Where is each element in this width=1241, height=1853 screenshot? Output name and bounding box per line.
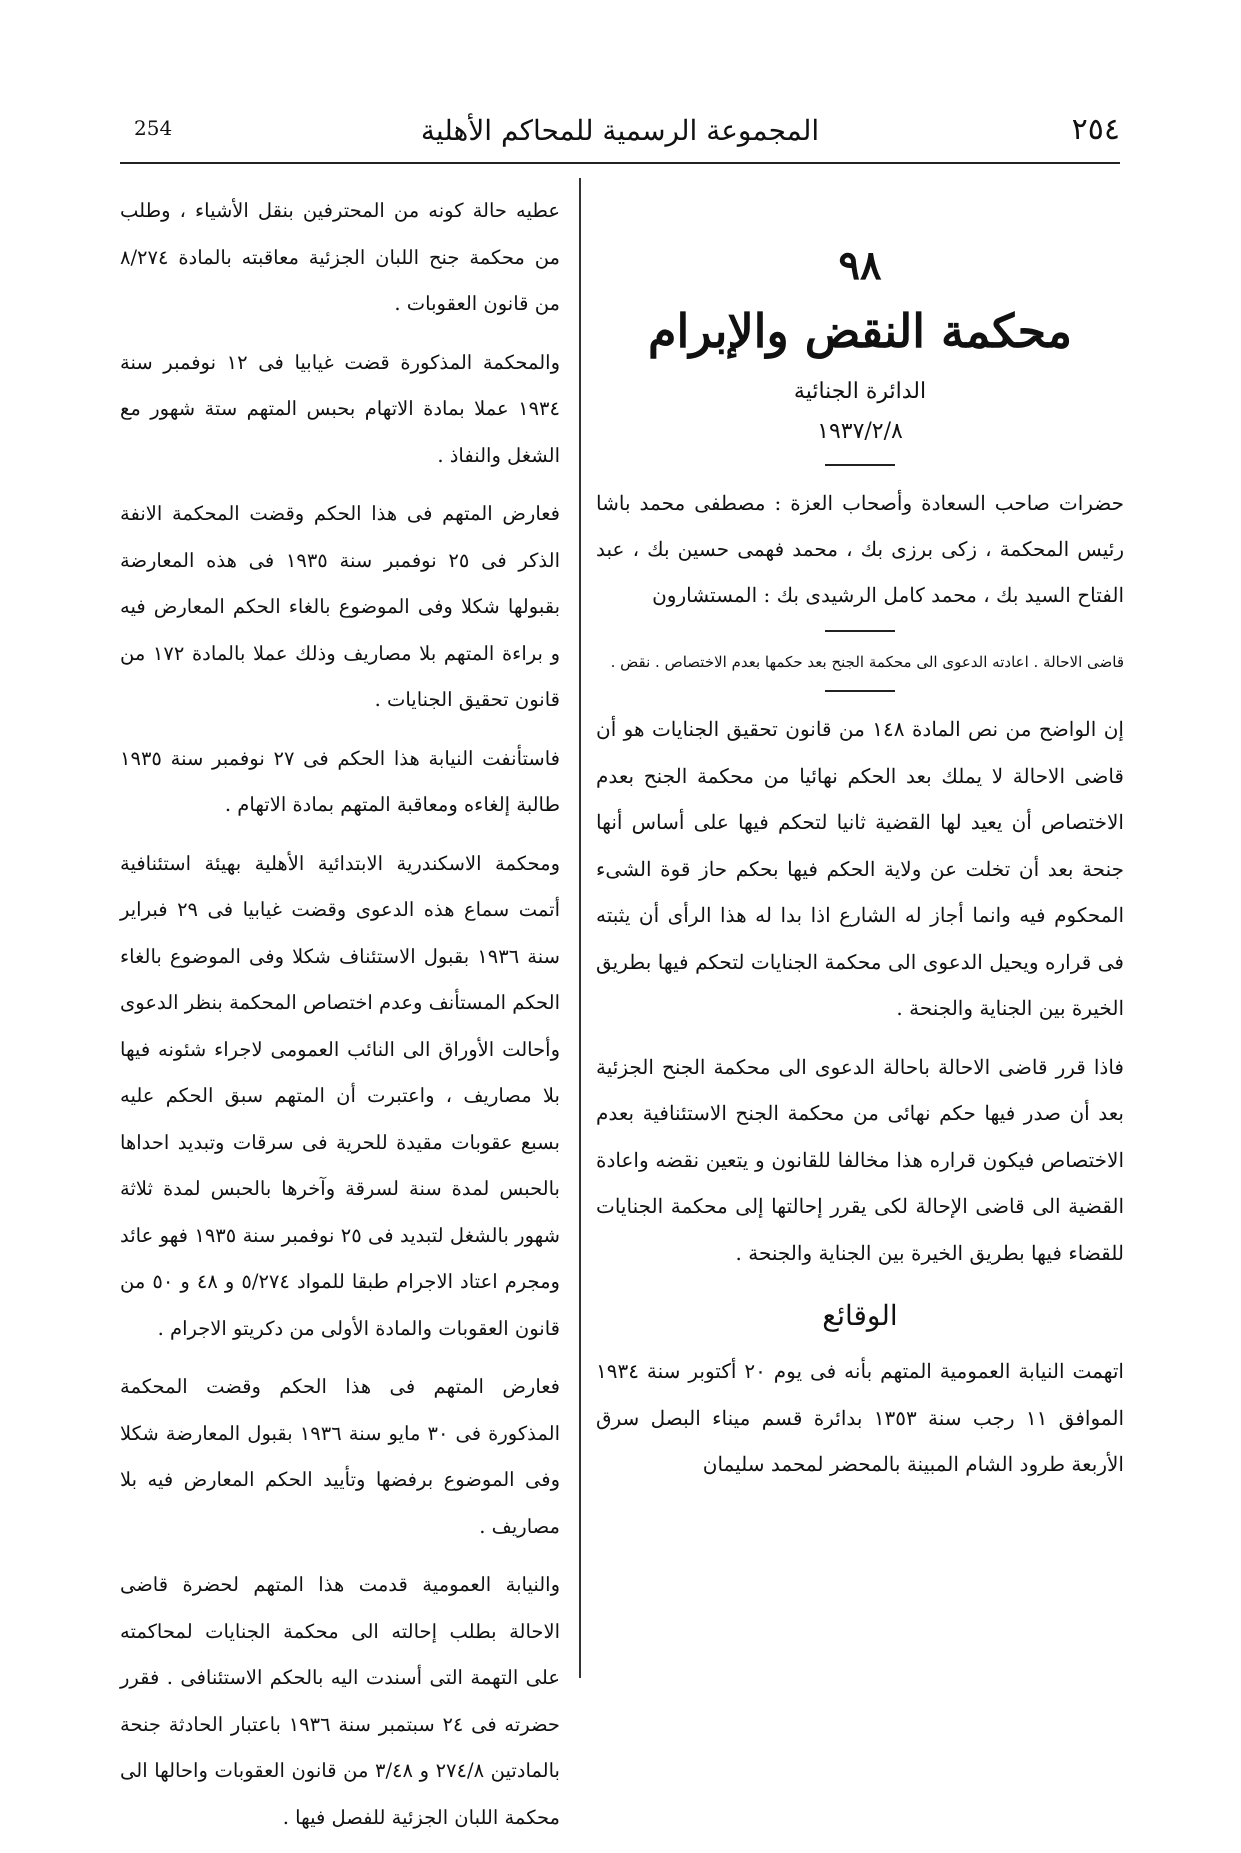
headnote: قاضى الاحالة . اعادته الدعوى الى محكمة الجنح بعد حكمها بعدم الاختصاص . نقض . <box>610 653 1124 671</box>
running-title: المجموعة الرسمية للمحاكم الأهلية <box>420 114 820 147</box>
holding-paragraph: فاذا قرر قاضى الاحالة باحالة الدعوى الى محكمة الجنح الجزئية بعد أن صدر فيها حكم نهائى من محكمة الجنح الاستئنافية بعدم الاختصاص فيكون قراره هذا مخالفا للقانون و يتعين نقضه واعادة القضية الى قاضى الإحالة لكى يقرر إحالتها إلى محكمة الجنايات للقضاء فيها بطريق الخيرة بين الجناية والجنحة . <box>596 1054 1124 1265</box>
judges-list: حضرات صاحب السعادة وأصحاب العزة : مصطفى محمد باشا رئيس المحكمة ، زكى برزى بك ، محمد فهمى حسين بك ، عبد الفتاح السيد بك ، محمد كامل الرشيدى بك : المستشارون <box>596 491 1124 607</box>
judgment-date: ١٩٣٧/٢/٨ <box>817 419 903 444</box>
section-rule <box>825 464 895 466</box>
page-number-arabic: ٢٥٤ <box>1071 112 1120 147</box>
section-rule <box>825 630 895 632</box>
section-rule <box>825 690 895 692</box>
case-number: ٩٨ <box>838 242 882 289</box>
body-paragraph: فعارض المتهم فى هذا الحكم وقضت المحكمة الانفة الذكر فى ٢٥ نوفمبر سنة ١٩٣٥ فى هذه المعارضة بقبولها شكلا وفى الموضوع بالغاء الحكم المعارض فيه و براءة المتهم بلا مصاريف وذلك عملا بالمادة ١٧٢ من قانون تحقيق الجنايات . <box>120 502 560 711</box>
right-column <box>596 238 1124 1500</box>
body-paragraph: عطيه حالة كونه من المحترفين بنقل الأشياء ، وطلب من محكمة جنح اللبان الجزئية معاقبته بالمادة ٨/٢٧٤ من قانون العقوبات . <box>120 199 560 315</box>
body-paragraph: فعارض المتهم فى هذا الحكم وقضت المحكمة المذكورة فى ٣٠ مايو سنة ١٩٣٦ بقبول المعارضة شكلا وفى الموضوع برفضها وتأييد الحكم المعارض فيه بلا مصاريف . <box>120 1375 560 1538</box>
facts-heading: الوقائع <box>822 1299 898 1332</box>
body-paragraph: ومحكمة الاسكندرية الابتدائية الأهلية بهيئة استئنافية أتمت سماع هذه الدعوى وقضت غيابيا فى ٢٩ فبراير سنة ١٩٣٦ بقبول الاستئناف شكلا وفى الموضوع بالغاء الحكم المستأنف وعدم اختصاص المحكمة بنظر الدعوى وأحالت الأوراق الى النائب العمومى لاجراء شئونه فيها بلا مصاريف ، واعتبرت أن المتهم سبق الحكم عليه بسبع عقوبات مقيدة للحرية فى سرقات وتبديد احداها بالحبس لمدة سنة لسرقة وآخرها بالحبس لمدة ثلاثة شهور بالشغل لتبديد فى ٢٥ نوفمبر سنة ١٩٣٥ فهو عائد ومجرم اعتاد الاجرام طبقا للمواد ٥/٢٧٤ و ٤٨ و ٥٠ من قانون العقوبات والمادة الأولى من دكريتو الاجرام . <box>120 851 560 1340</box>
left-column <box>120 188 560 1853</box>
header-rule <box>120 162 1120 164</box>
column-divider <box>579 178 581 1678</box>
body-paragraph: فاستأنفت النيابة هذا الحكم فى ٢٧ نوفمبر سنة ١٩٣٥ طالبة إلغاءه ومعاقبة المتهم بمادة الاتهام . <box>120 746 561 816</box>
body-paragraph: والنيابة العمومية قدمت هذا المتهم لحضرة قاضى الاحالة بطلب إحالته الى محكمة الجنايات لمحاكمته على التهمة التى أسندت اليه بالحكم الاستئنافى . فقرر حضرته فى ٢٤ سبتمبر سنة ١٩٣٦ باعتبار الحادثة جنحة بالمادتين ٢٧٤/٨ و ٣/٤٨ من قانون العقوبات واحالها الى محكمة اللبان الجزئية للفصل فيها . <box>120 1573 560 1829</box>
facts-paragraph: اتهمت النيابة العمومية المتهم بأنه فى يوم ٢٠ أكتوبر سنة ١٩٣٤ الموافق ١١ رجب سنة ١٣٥٣ بدائرة قسم ميناء البصل سرق الأربعة طرود الشام المبينة بالمحضر لمحمد سليمان <box>596 1359 1125 1476</box>
body-paragraph: والمحكمة المذكورة قضت غيابيا فى ١٢ نوفمبر سنة ١٩٣٤ عملا بمادة الاتهام بحبس المتهم ستة شهور مع الشغل والنفاذ . <box>120 350 560 467</box>
court-name: محكمة النقض والإبرام <box>648 304 1072 358</box>
page-number-latin: 254 <box>134 116 173 140</box>
circuit-name: الدائرة الجنائية <box>793 379 927 404</box>
holding-paragraph: إن الواضح من نص المادة ١٤٨ من قانون تحقيق الجنايات هو أن قاضى الاحالة لا يملك بعد الحكم نهائيا من محكمة الجنح بعدم الاختصاص أن يعيد لها القضية ثانيا لتحكم فيها على أساس أنها جنحة بعد أن تخلت عن ولاية الحكم فيها بحكم حاز قوة الشىء المحكوم فيه وانما أجاز له الشارع اذا بدا له هذا الرأى أن يثبته فى قراره ويحيل الدعوى الى محكمة الجنايات لتحكم فيها بطريق الخيرة بين الجناية والجنحة . <box>596 717 1124 1020</box>
page-header <box>120 108 1120 158</box>
